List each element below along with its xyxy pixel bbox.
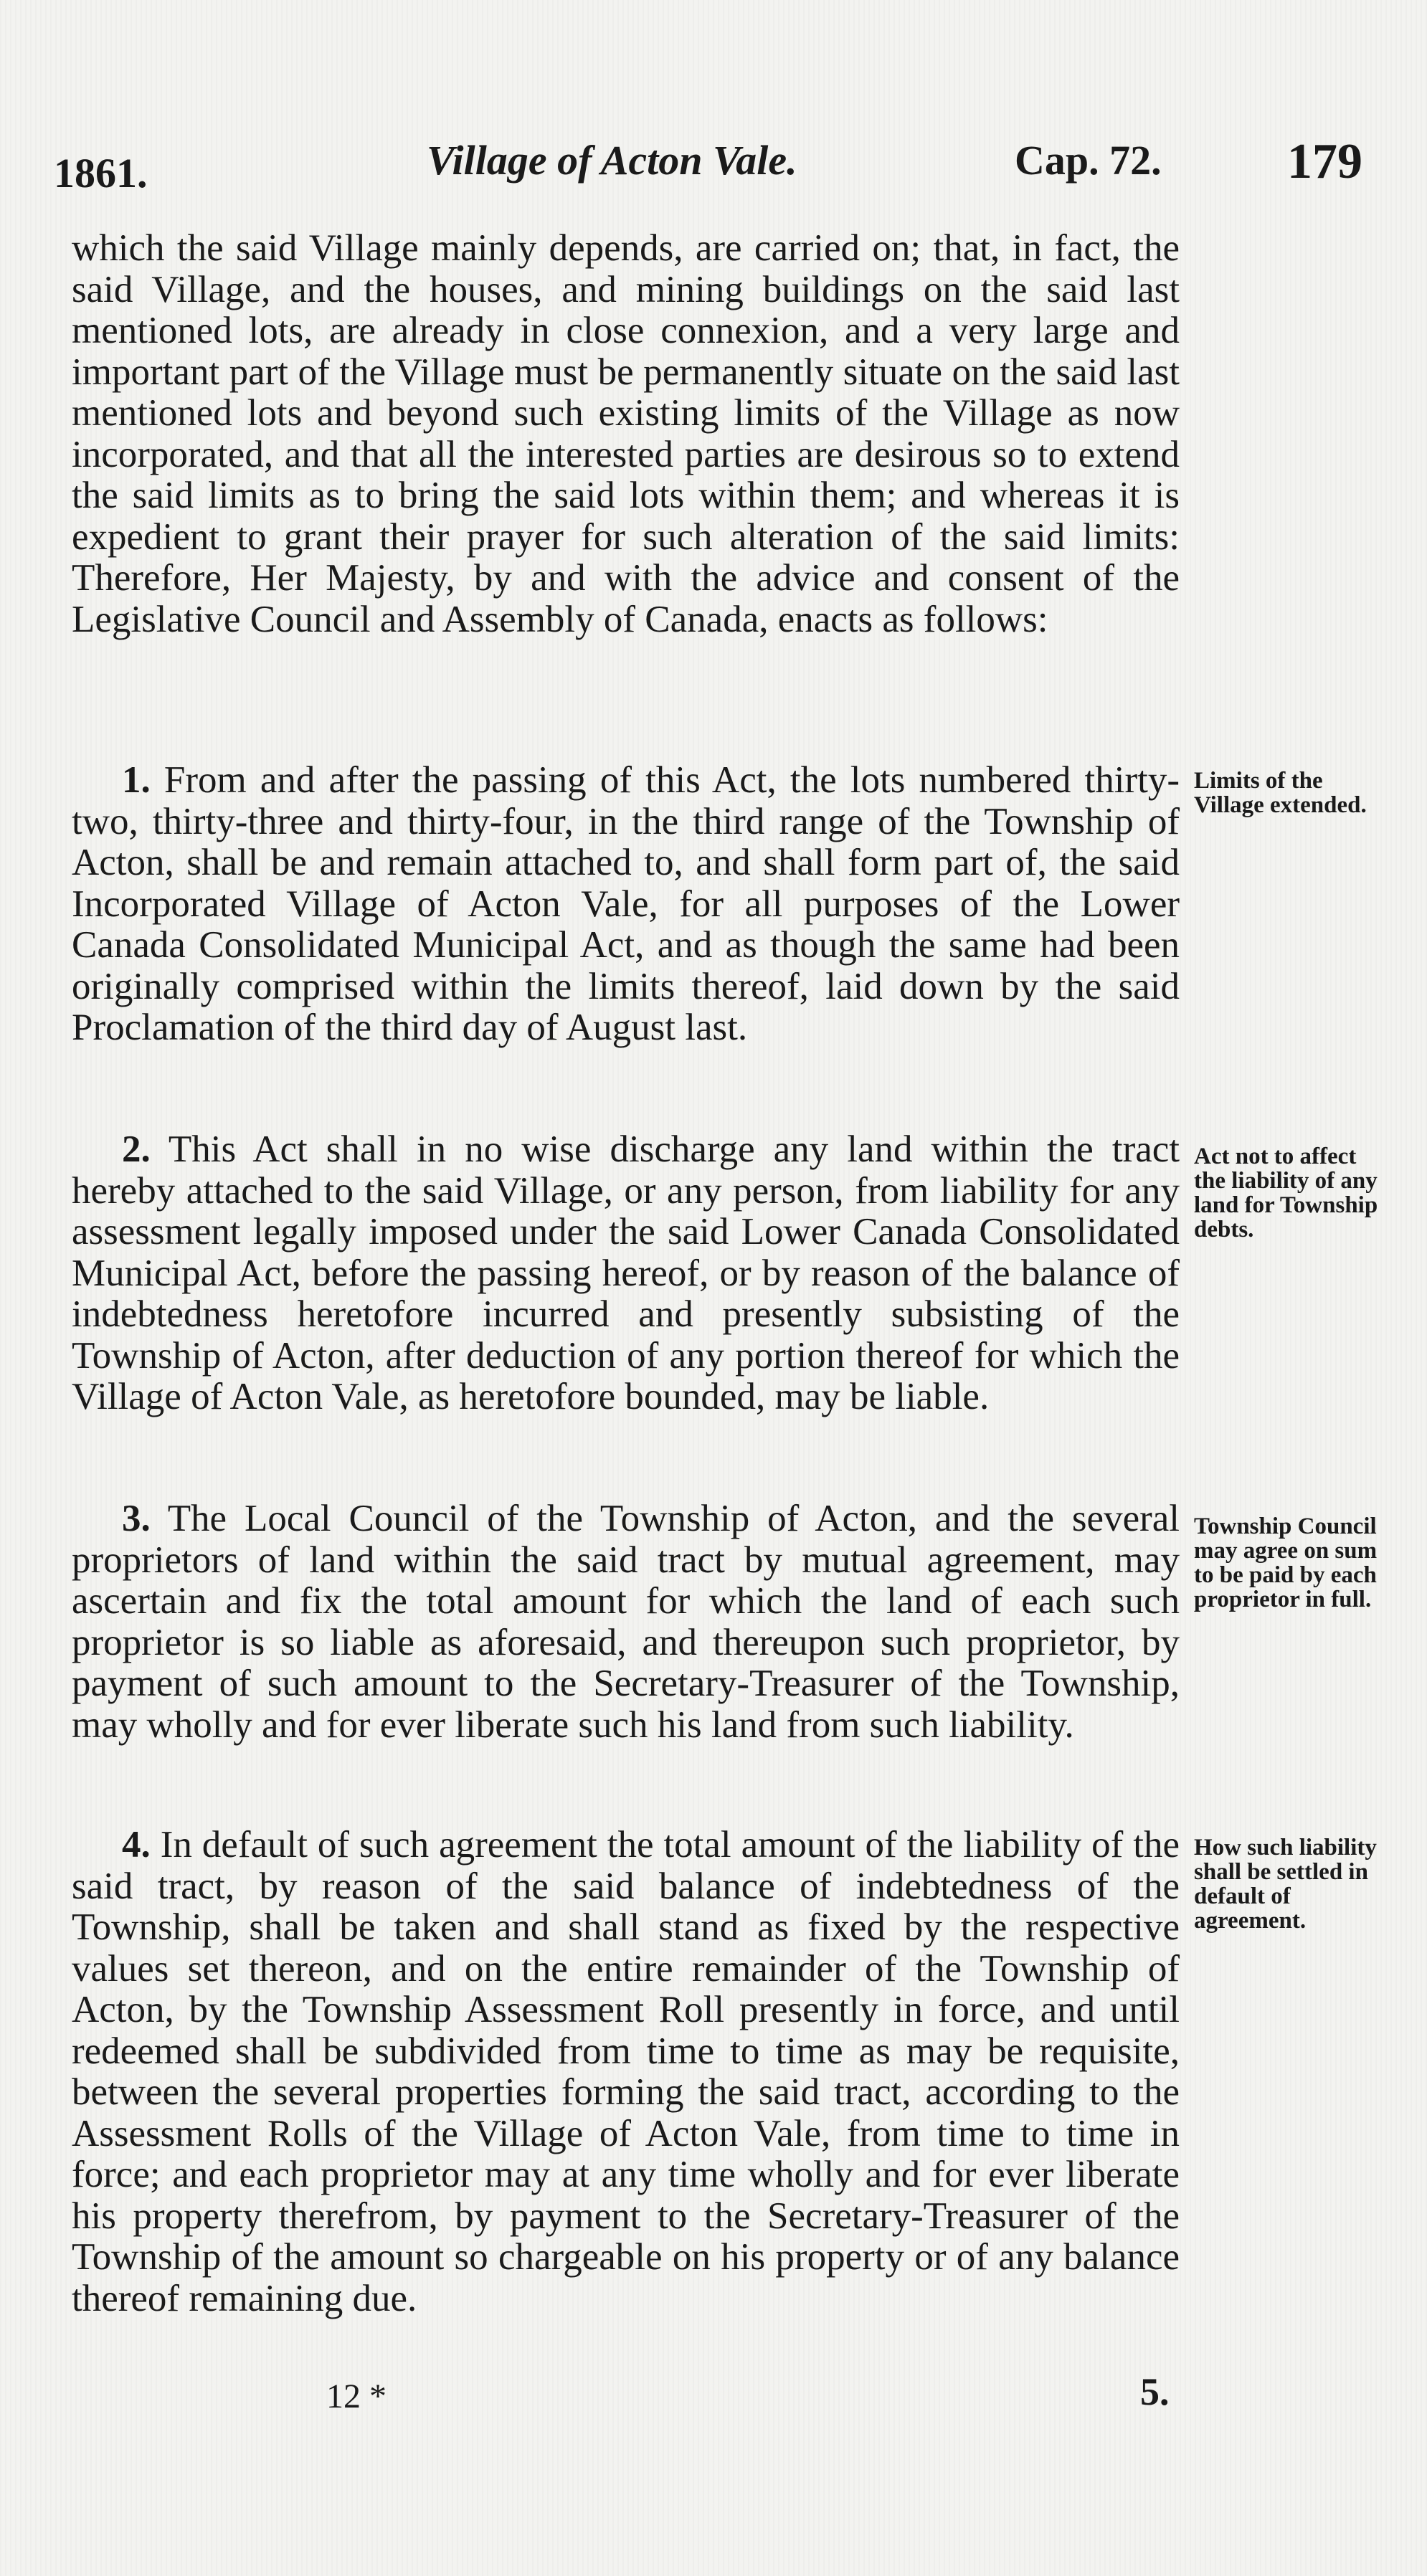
margin-note-4: How such liability shall be settled in default of agreement. <box>1194 1835 1377 1934</box>
header-chapter: Cap. 72. <box>1015 137 1162 184</box>
section-text: This Act shall in no wise discharge any land within the tract hereby attached to the said Village, or any person, from liability for any assessment legally imposed under the said Lower Canada Consolidated Municipal Act, before the passing hereof, or by reason of the balance of indebtedness heretofore incurred and presently subsisting of the Township of Acton, after deduction of any portion thereof for which the Village of Acton Vale, as heretofore bounded, may be liable. <box>72 1128 1180 1417</box>
preamble-text: which the said Village mainly depends, are carried on; that, in fact, the said Village, and the houses, and mining buildings on the said last mentioned lots, are already in close connexion, and a very large and important part of the Village must be permanently situate on the said last mentioned lots and beyond such existing limits of the Village as now incorporated, and that all the interested parties are desirous so to extend the said limits as to bring the said lots within them; and whereas it is expedient to grant their prayer for such alteration of the said limits: Therefore, Her Majesty, by and with the advice and consent of the Legislative Council and Assembly of Canada, enacts as follows: <box>72 227 1180 640</box>
margin-note-2: Act not to affect the liability of any land for Township debts. <box>1194 1144 1378 1242</box>
header-year: 1861. <box>54 150 148 196</box>
signature-mark: 12 * <box>326 2377 387 2415</box>
section-text: In default of such agreement the total amount of the liability of the said tract, by reason of the said balance of indebtedness of the Township, shall be taken and shall stand as fixed by the respective values set thereon, and on the entire remainder of the Township of Acton, by the Township Assessment Roll presently in force, and until redeemed shall be subdivided from time to time as may be requisite, between the several properties forming the said tract, according to the Assessment Rolls of the Village of Acton Vale, from time to time in force; and each proprietor may at any time wholly and for ever liberate his property therefrom, by payment to the Secretary-Treasurer of the Township of the amount so chargeable on his property or of any balance thereof remaining due. <box>72 1824 1180 2319</box>
section-2 <box>72 1129 1180 1418</box>
section-4 <box>72 1825 1180 2319</box>
section-number: 2. <box>122 1128 151 1170</box>
margin-note-1: Limits of the Village extended. <box>1194 768 1367 818</box>
section-3 <box>72 1498 1180 1746</box>
section-text: The Local Council of the Township of Acton, and the several proprietors of land within the said tract by mutual agreement, may ascertain and fix the total amount for which the land of each such proprietor is so liable as aforesaid, and thereupon such proprietor, by payment of such amount to the Secretary-Treasurer of the Township, may wholly and for ever liberate such his land from such liability. <box>72 1498 1180 1746</box>
section-number: 1. <box>122 759 151 801</box>
section-text: From and after the passing of this Act, the lots numbered thirty-two, thirty-three and thirty-four, in the third range of the Township of Acton, shall be and remain attached to, and shall form part of, the said Incorporated Village of Acton Vale, for all purposes of the Lower Canada Consolidated Municipal Act, and as though the same had been originally comprised within the limits thereof, laid down by the said Proclamation of the third day of August last. <box>72 759 1180 1048</box>
catchword: 5. <box>1140 2370 1170 2413</box>
section-number: 4. <box>122 1824 151 1866</box>
section-1 <box>72 760 1180 1049</box>
page-number: 179 <box>1287 134 1362 189</box>
margin-note-3: Township Council may agree on sum to be paid by each proprietor in full. <box>1194 1513 1378 1612</box>
running-head <box>54 136 1380 201</box>
preamble-paragraph <box>72 228 1180 640</box>
header-title: Village of Acton Vale. <box>427 137 797 184</box>
section-number: 3. <box>122 1498 151 1539</box>
